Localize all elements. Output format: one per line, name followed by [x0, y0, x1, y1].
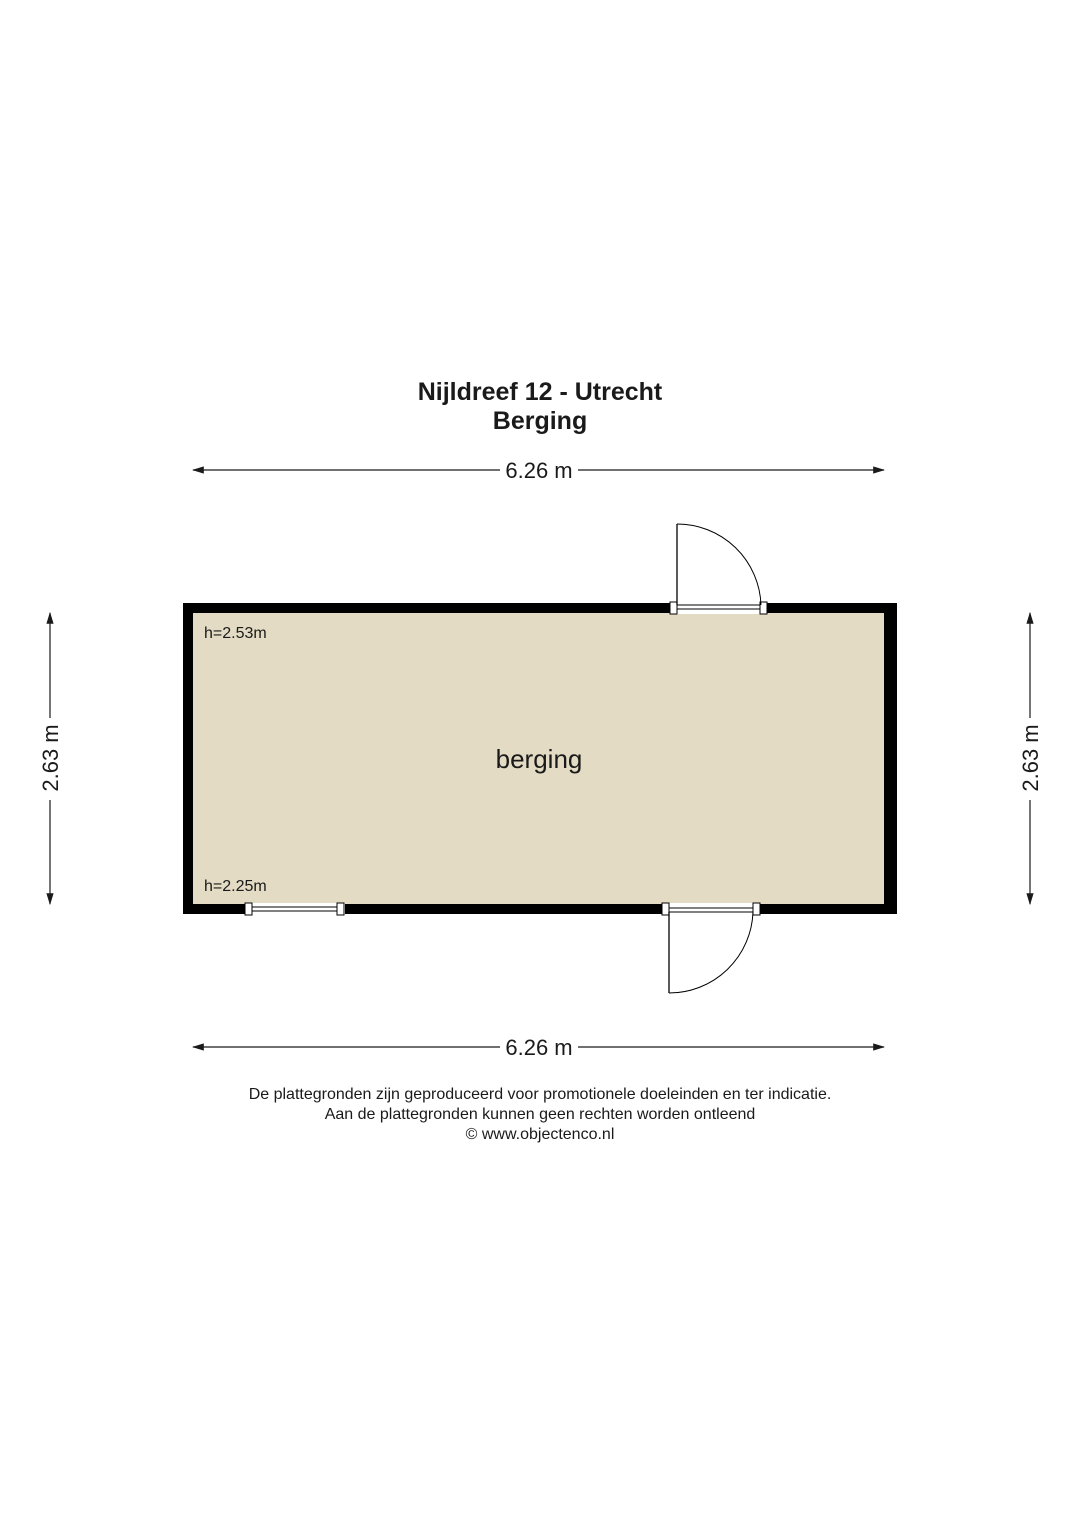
room-label: berging — [495, 744, 583, 774]
plan-title-address: Nijldreef 12 - Utrecht — [417, 378, 663, 406]
dimension-bottom — [193, 1035, 884, 1060]
dimension-left-label: 2.63 m — [38, 724, 63, 792]
dimension-right-label: 2.63 m — [1018, 724, 1043, 792]
door-top — [670, 524, 767, 614]
door-bottom — [662, 903, 760, 993]
dimension-left — [38, 613, 63, 904]
dimension-right — [1018, 613, 1043, 904]
window-bottom — [245, 903, 345, 915]
dimension-top — [193, 458, 884, 483]
plan-title-floor: Berging — [492, 407, 588, 435]
disclaimer-line-2: Aan de plattegronden kunnen geen rechten worden ontleend — [324, 1106, 756, 1123]
dimension-top-label: 6.26 m — [505, 458, 573, 483]
copyright-line: © www.objectenco.nl — [465, 1126, 615, 1143]
ceiling-height-bottom: h=2.25m — [204, 878, 267, 895]
dimension-bottom-label: 6.26 m — [505, 1035, 573, 1060]
disclaimer-line-1: De plattegronden zijn geproduceerd voor promotionele doeleinden en ter indicatie. — [248, 1086, 832, 1103]
ceiling-height-top: h=2.53m — [204, 625, 267, 642]
